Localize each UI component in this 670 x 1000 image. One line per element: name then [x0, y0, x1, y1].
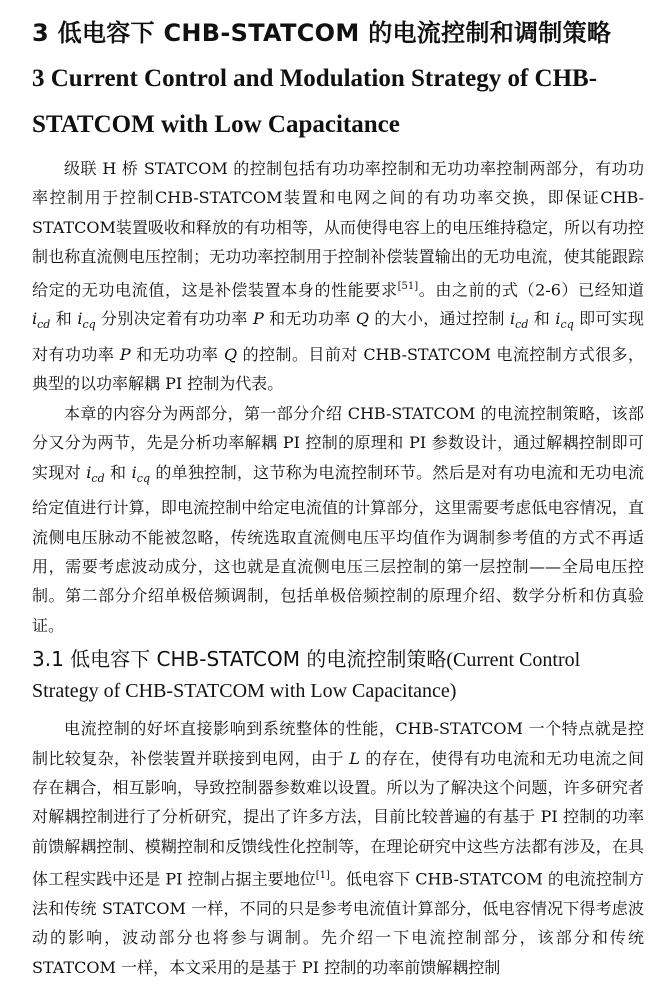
chapter-title-en: 3 Current Control and Modulation Strategy of CHB-STATCOM with Low Capacitance [32, 65, 598, 138]
paragraph-3: 电流控制的好坏直接影响到系统整体的性能，CHB-STATCOM 一个特点就是控制比较复杂，补偿装置并联接到电网，由于 L 的存在，使得有功电流和无功电流之间存在耦合，相互影响，导致控制器参数难以设置。所以为了解决这个问题，许多研究者对解耦控制进行了分析研究，提出了许多方法，目前比较普遍的有基于 PI 控制的功率前馈解耦控制、模糊控制和反馈线性化控制等，在理论研究中这些方法都有涉及，在具体工程实践中还是 PI 控制占据主要地位[1]。低电容下 CHB-STATCOM 的电流控制方法和传统 STATCOM 一样，不同的只是参考电流值计算部分，低电容情况下得考虑波动的影响，波动部分也将参与调制。先介绍一下电流控制部分，该部分和传统 STATCOM 一样，本文采用的是基于 PI 控制的功率前馈解耦控制 [32, 719, 645, 977]
var-icq: $i_{cq}$ [77, 309, 96, 332]
citation[interactable]: [1] [315, 870, 330, 882]
paragraph-2: 本章的内容分为两部分，第一部分介绍 CHB-STATCOM 的电流控制策略，该部分又分为两节，先是分析功率解耦 PI 控制的原理和 PI 参数设计，通过解耦控制即可实现对 $i_{cd}$ 和 $i_{cq}$ 的单独控制，这节称为电流控制环节。然后是对有功电流和无功电流给定值进行计算，即电流控制中给定电流值的计算部分，这里需要考虑低电容情况，直流侧电压脉动不能被忽略，传统选取直流侧电压平均值作为调制参考值的方式不再适用，需要考虑波动成分，这也就是直流侧电压三层控制的第一层控制——全局电压控制。第二部分介绍单极倍频调制，包括单极倍频控制的原理介绍、数学分析和仿真验证。 [32, 403, 644, 635]
var-icd: $i_{cd}$ [32, 309, 51, 332]
paragraph-1: 级联 H 桥 STATCOM 的控制包括有功功率控制和无功功率控制两部分，有功功率控制用于控制CHB-STATCOM装置和电网之间的有功功率交换，即保证CHB-STATCOM装置吸收和释放的有功相等，从而使得电容上的电压维持稳定，所以有功控制也称直流侧电压控制；无功功率控制用于控制补偿装置输出的无功电流，使其能跟踪给定的无功电流值，这是补偿装置本身的性能要求[51]。由之前的式（2-6）已经知道 $i_{cd}$ 和 $i_{cq}$ 分别决定着有功功率 P 和无功功率 Q 的大小，通过控制 $i_{cd}$ 和 $i_{cq}$ 即可实现对有功功率 P 和无功功率 Q 的控制。目前对 CHB-STATCOM 电流控制方式很多，典型的以功率解耦 PI 控制为代表。 [32, 159, 644, 394]
chapter-title-cn: 3 低电容下 CHB-STATCOM 的电流控制和调制策略 [32, 19, 612, 47]
citation[interactable]: [51] [397, 280, 419, 292]
section-title: 3.1 低电容下 CHB-STATCOM 的电流控制策略(Current Control Strategy of CHB-STATCOM with Low Capacitance) [32, 647, 581, 703]
